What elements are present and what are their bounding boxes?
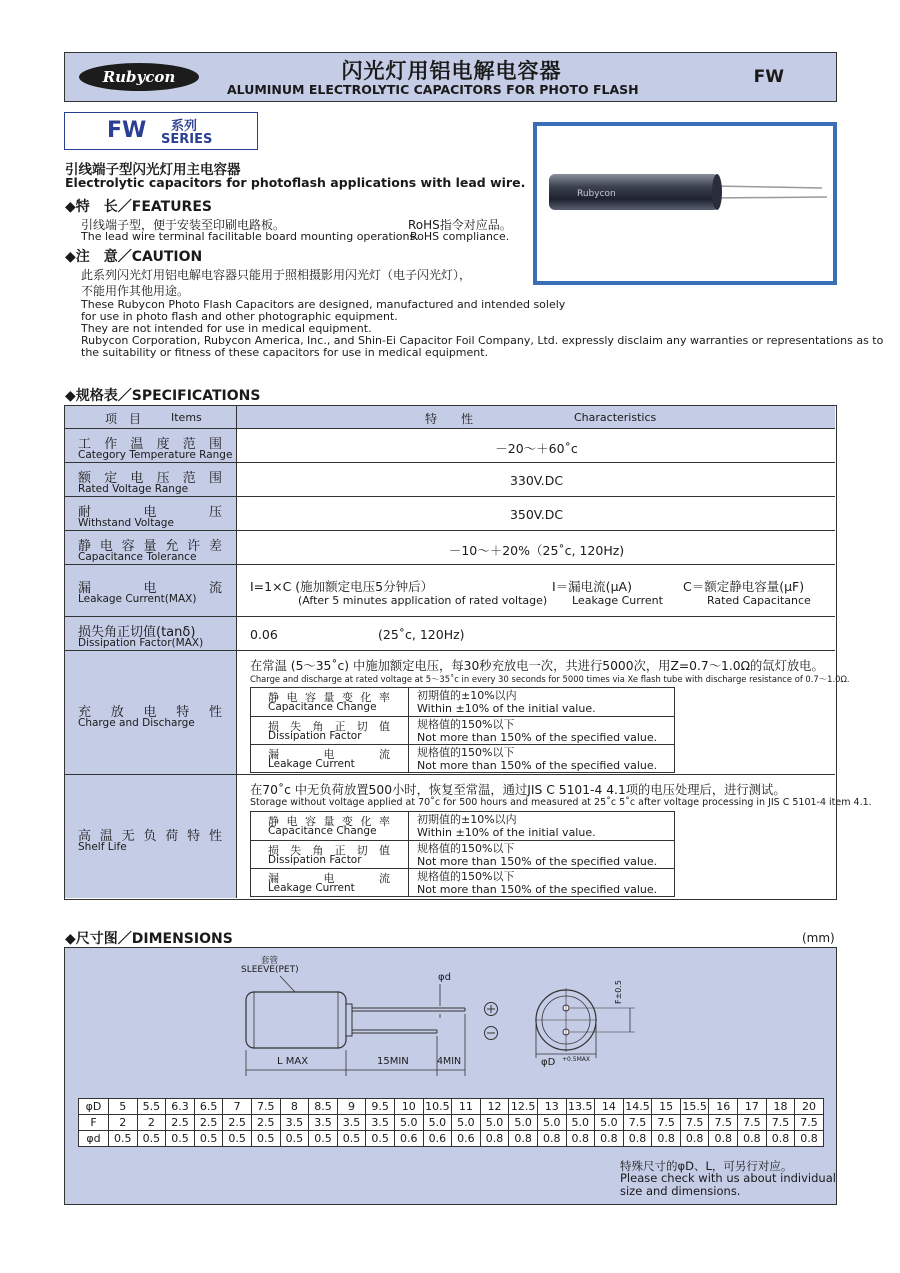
header-banner (64, 52, 837, 102)
sub-value-cn: 规格值的150%以下 (417, 718, 515, 731)
dimension-row-label: φd (79, 1131, 109, 1147)
leakage-i-en: Leakage Current (572, 594, 663, 607)
dimension-cell: 7.5 (652, 1115, 681, 1131)
lmax-label: L MAX (277, 1056, 309, 1067)
capacitor-image (537, 126, 833, 281)
dimension-cell: 18 (766, 1099, 795, 1115)
shelf-subtable (250, 811, 675, 897)
dimensions-heading: ◆尺寸图／DIMENSIONS (65, 931, 233, 947)
sleeve-label-en: SLEEVE(PET) (241, 965, 299, 975)
sub-value-cn: 初期值的±10%以内 (417, 689, 517, 702)
dimension-cell: 3.5 (280, 1115, 309, 1131)
dimension-cell: 6.3 (166, 1099, 195, 1115)
dimension-cell: 13 (537, 1099, 566, 1115)
sub-value-cn: 规格值的150%以下 (417, 842, 515, 855)
dimension-cell: 0.5 (280, 1131, 309, 1147)
series-code-large: FW (107, 118, 147, 143)
dimension-cell: 9.5 (366, 1099, 395, 1115)
col-items-cn: 项 目 (105, 412, 142, 426)
sub-value-cn: 规格值的150%以下 (417, 746, 515, 759)
shelf-desc-cn: 在70˚c 中无负荷放置500小时，恢复至常温，通过JIS C 5101-4 4.1项的电压处理后，进行测试。 (250, 783, 786, 797)
dimension-cell: 14.5 (623, 1099, 652, 1115)
dimension-cell: 5.0 (537, 1115, 566, 1131)
dimension-cell: 5.0 (509, 1115, 538, 1131)
dimension-cell: 0.5 (223, 1131, 252, 1147)
spec-value: －20～＋60˚c (495, 441, 578, 456)
subtable-row (251, 716, 674, 744)
spec-label-en: Dissipation Factor(MAX) (78, 637, 204, 649)
intro-en: Electrolytic capacitors for photoflash applications with lead wire. (65, 175, 526, 190)
page-title-en: ALUMINUM ELECTROLYTIC CAPACITORS FOR PHOTO FLASH (227, 82, 639, 97)
dimension-cell: 0.5 (309, 1131, 338, 1147)
dimension-cell: 0.8 (738, 1131, 767, 1147)
rubycon-logo: Rubycon (79, 63, 199, 91)
dimension-cell: 7.5 (795, 1115, 824, 1131)
dimension-cell: 5.0 (423, 1115, 452, 1131)
feature-1-en: The lead wire terminal facilitable board mounting operations. (81, 230, 419, 243)
dimension-cell: 17 (738, 1099, 767, 1115)
sub-label-cn: 静电容量变化率 (268, 815, 391, 828)
dimension-cell: 3.5 (337, 1115, 366, 1131)
col-items-en: Items (171, 411, 202, 424)
product-photo (533, 122, 837, 285)
sub-label-cn: 损失角正切值 (268, 720, 391, 733)
spec-row-withstand (65, 496, 835, 530)
svg-text:Rubycon: Rubycon (577, 189, 616, 199)
sub-label-en: Capacitance Change (268, 825, 377, 837)
spec-label-cn: 工作温度范围 (78, 437, 223, 452)
dimension-cell: 5.0 (394, 1115, 423, 1131)
spec-value: －10～＋20%（25˚c, 120Hz) (448, 543, 625, 558)
dimension-cell: 0.8 (795, 1131, 824, 1147)
d-tolerance-label: φD (541, 1057, 556, 1068)
sub-value-en: Within ±10% of the initial value. (417, 826, 596, 839)
dissipation-condition: (25˚c, 120Hz) (378, 627, 465, 642)
spec-value: 350V.DC (509, 507, 564, 522)
dimension-cell: 0.5 (194, 1131, 223, 1147)
dimension-cell: 5 (109, 1099, 138, 1115)
dimension-cell: 2.5 (166, 1115, 195, 1131)
leakage-formula-cn: I=1×C (施加额定电压5分钟后） (250, 579, 434, 594)
dimension-cell: 7.5 (623, 1115, 652, 1131)
spec-label-cn: 静电容量允许差 (78, 539, 223, 554)
spec-label-cn: 耐电压 (78, 505, 223, 520)
sub-label-en: Leakage Current (268, 882, 355, 894)
sub-value-en: Not more than 150% of the specified value. (417, 731, 658, 744)
sub-label-en: Dissipation Factor (268, 854, 362, 866)
dimension-row-label: F (79, 1115, 109, 1131)
caution-en-3: They are not intended for use in medical equipment. (81, 322, 372, 335)
subtable-row (251, 868, 674, 896)
leakage-c-en: Rated Capacitance (707, 594, 811, 607)
spec-label-en: Category Temperature Range (78, 449, 233, 461)
intro-cn: 引线端子型闪光灯用主电容器 (65, 162, 241, 178)
series-code: FW (753, 67, 784, 87)
spec-label-cn: 充放电特性 (78, 705, 223, 720)
dimension-note-en-1: Please check with us about individual (620, 1171, 836, 1185)
subtable-row (251, 744, 674, 772)
series-label-cn: 系列 (171, 119, 198, 134)
dimension-cell: 0.8 (680, 1131, 709, 1147)
dimension-row-d (79, 1131, 824, 1147)
specs-heading: ◆规格表／SPECIFICATIONS (65, 388, 261, 404)
dimension-cell: 11 (452, 1099, 481, 1115)
sub-value-en: Not more than 150% of the specified value. (417, 855, 658, 868)
dimension-cell: 0.5 (366, 1131, 395, 1147)
feature-2-cn: RoHS指令对应品。 (408, 218, 512, 232)
spec-label-en: Shelf Life (78, 841, 127, 853)
dimension-cell: 0.8 (480, 1131, 509, 1147)
spec-value: 330V.DC (509, 473, 564, 488)
caution-en-2: for use in photo flash and other photographic equipment. (81, 310, 398, 323)
caution-heading: ◆注 意／CAUTION (65, 249, 203, 265)
spec-label-en: Withstand Voltage (78, 517, 174, 529)
f-tolerance-label: F±0.5 (614, 979, 623, 1004)
dimension-cell: 7.5 (709, 1115, 738, 1131)
dimension-row-D (79, 1099, 824, 1115)
dimension-cell: 15 (652, 1099, 681, 1115)
dimension-cell: 12.5 (509, 1099, 538, 1115)
dimension-cell: 6.5 (194, 1099, 223, 1115)
dimension-cell: 8 (280, 1099, 309, 1115)
dimension-note-en-2: size and dimensions. (620, 1184, 741, 1198)
spec-row-dissipation (65, 616, 835, 650)
spec-label-en: Rated Voltage Range (78, 483, 189, 495)
dimension-cell: 5.0 (480, 1115, 509, 1131)
sub-label-cn: 损失角正切值 (268, 844, 391, 857)
dimension-cell: 8.5 (309, 1099, 338, 1115)
dimension-cell: 0.5 (337, 1131, 366, 1147)
lead-min-label: 15MIN (377, 1056, 409, 1067)
lead-diameter-label: φd (438, 972, 451, 983)
sub-label-en: Capacitance Change (268, 701, 377, 713)
spec-row-temperature (65, 428, 835, 462)
leakage-i-cn: I＝漏电流(μA) (552, 579, 632, 594)
dimension-row-F (79, 1115, 824, 1131)
dimension-row-label: φD (79, 1099, 109, 1115)
col-char-en: Characteristics (574, 411, 657, 424)
dimension-cell: 5.0 (452, 1115, 481, 1131)
sub-label-en: Dissipation Factor (268, 730, 362, 742)
dimension-cell: 3.5 (309, 1115, 338, 1131)
dimension-cell: 5.5 (137, 1099, 166, 1115)
sleeve-label-cn: 套管 (261, 956, 279, 966)
spec-row-shelf-life (65, 774, 872, 898)
dimension-cell: 7.5 (766, 1115, 795, 1131)
spec-label-en: Charge and Discharge (78, 717, 195, 729)
dimension-cell: 3.5 (366, 1115, 395, 1131)
dissipation-value: 0.06 (250, 627, 278, 642)
dimension-cell: 2 (137, 1115, 166, 1131)
dimensions-table (78, 1098, 824, 1147)
dimension-cell: 0.5 (166, 1131, 195, 1147)
charge-desc-cn: 在常温 (5～35˚c) 中施加额定电压，每30秒充放电一次，共进行5000次，用Z=0.7～1.0Ω的氙灯放电。 (250, 659, 824, 673)
charge-desc-en: Charge and discharge at rated voltage at 5～35˚c in every 30 seconds for 5000 times via Xe flash tube with discharge resistance of 0.7～1.0Ω. (250, 674, 850, 684)
spec-label-cn: 额定电压范围 (78, 471, 223, 486)
dimension-cell: 16 (709, 1099, 738, 1115)
sub-label-cn: 漏电流 (268, 872, 391, 885)
dimension-cell: 0.8 (566, 1131, 595, 1147)
dimension-cell: 2.5 (223, 1115, 252, 1131)
spec-label-en: Capacitance Tolerance (78, 551, 197, 563)
sub-value-en: Not more than 150% of the specified value. (417, 759, 658, 772)
dimension-note-cn: 特殊尺寸的φD、L，可另行对应。 (620, 1159, 793, 1173)
dimension-cell: 9 (337, 1099, 366, 1115)
features-heading: ◆特 长／FEATURES (65, 199, 212, 215)
spec-row-voltage (65, 462, 835, 496)
dimension-cell: 0.5 (109, 1131, 138, 1147)
sub-value-cn: 初期值的±10%以内 (417, 813, 517, 826)
spec-label-cn: 高温无负荷特性 (78, 829, 223, 844)
dimension-cell: 13.5 (566, 1099, 595, 1115)
sub-label-en: Leakage Current (268, 758, 355, 770)
sub-value-en: Within ±10% of the initial value. (417, 702, 596, 715)
dimension-cell: 12 (480, 1099, 509, 1115)
page-title-cn: 闪光灯用铝电解电容器 (341, 59, 562, 83)
d-tolerance-sup: +0.5MAX (562, 1056, 590, 1063)
spec-label-cn: 损失角正切值(tanδ) (78, 625, 196, 640)
dimension-cell: 0.8 (766, 1131, 795, 1147)
dimension-cell: 7.5 (680, 1115, 709, 1131)
caution-cn-1: 此系列闪光灯用铝电解电容器只能用于照相摄影用闪光灯（电子闪光灯）， (81, 268, 472, 282)
sub-label-cn: 静电容量变化率 (268, 691, 391, 704)
sub-value-en: Not more than 150% of the specified value. (417, 883, 658, 896)
shelf-desc-en: Storage without voltage applied at 70˚c for 500 hours and measured at 25˚c 5˚c after voltage processing in JIS C 5101-4 item 4.1. (250, 797, 872, 808)
subtable-row (251, 840, 674, 868)
dimension-cell: 10.5 (423, 1099, 452, 1115)
feature-2-en: RoHS compliance. (410, 230, 510, 243)
dimension-cell: 5.0 (595, 1115, 624, 1131)
subtable-row (251, 812, 674, 840)
dimension-cell: 7.5 (738, 1115, 767, 1131)
spec-row-tolerance (65, 530, 835, 564)
spec-header-row (65, 406, 835, 428)
caution-cn-2: 不能用作其他用途。 (81, 284, 190, 298)
dimension-cell: 0.8 (652, 1131, 681, 1147)
dimension-cell: 0.6 (452, 1131, 481, 1147)
dimension-cell: 5.0 (566, 1115, 595, 1131)
tip-min-label: 4MIN (437, 1056, 462, 1067)
spec-label-en: Leakage Current(MAX) (78, 593, 197, 605)
feature-1-cn: 引线端子型，便于安装至印刷电路板。 (81, 218, 286, 232)
caution-en-5: the suitability or fitness of these capacitors for use in medical equipment. (81, 346, 489, 359)
caution-en-1: These Rubycon Photo Flash Capacitors are designed, manufactured and intended solely (81, 298, 566, 311)
series-label-en: SERIES (161, 132, 213, 147)
dimension-cell: 10 (394, 1099, 423, 1115)
dimensions-unit: (mm) (802, 931, 835, 945)
charge-subtable (250, 687, 675, 773)
specifications-table (64, 405, 872, 900)
spec-label-cn: 漏电流 (78, 581, 223, 596)
dimension-cell: 2.5 (251, 1115, 280, 1131)
dimension-cell: 0.6 (394, 1131, 423, 1147)
dimension-cell: 14 (595, 1099, 624, 1115)
dimension-cell: 0.8 (595, 1131, 624, 1147)
dimension-cell: 15.5 (680, 1099, 709, 1115)
sub-label-cn: 漏电流 (268, 748, 391, 761)
spec-row-charge-discharge (65, 650, 850, 774)
dimension-cell: 0.8 (537, 1131, 566, 1147)
dimension-cell: 20 (795, 1099, 824, 1115)
dimension-cell: 0.8 (623, 1131, 652, 1147)
dimension-drawing (65, 948, 836, 1093)
spec-row-leakage (65, 564, 835, 616)
leakage-formula-en: (After 5 minutes application of rated voltage) (298, 594, 548, 607)
dimension-cell: 0.8 (509, 1131, 538, 1147)
subtable-row (251, 688, 674, 716)
dimension-cell: 2 (109, 1115, 138, 1131)
leakage-c-cn: C＝额定静电容量(μF) (683, 579, 805, 594)
series-badge (64, 112, 258, 150)
dimension-cell: 0.5 (137, 1131, 166, 1147)
sub-value-cn: 规格值的150%以下 (417, 870, 515, 883)
dimension-cell: 2.5 (194, 1115, 223, 1131)
dimension-cell: 0.5 (251, 1131, 280, 1147)
dimension-cell: 7.5 (251, 1099, 280, 1115)
dimension-cell: 7 (223, 1099, 252, 1115)
dimension-cell: 0.8 (709, 1131, 738, 1147)
caution-en-4: Rubycon Corporation, Rubycon America, Inc., and Shin-Ei Capacitor Foil Company, Ltd. expressly disclaim any warranties or representations as to (81, 334, 884, 347)
col-char-cn: 特 性 (425, 412, 474, 426)
dimension-cell: 0.6 (423, 1131, 452, 1147)
dimensions-panel (64, 947, 837, 1205)
